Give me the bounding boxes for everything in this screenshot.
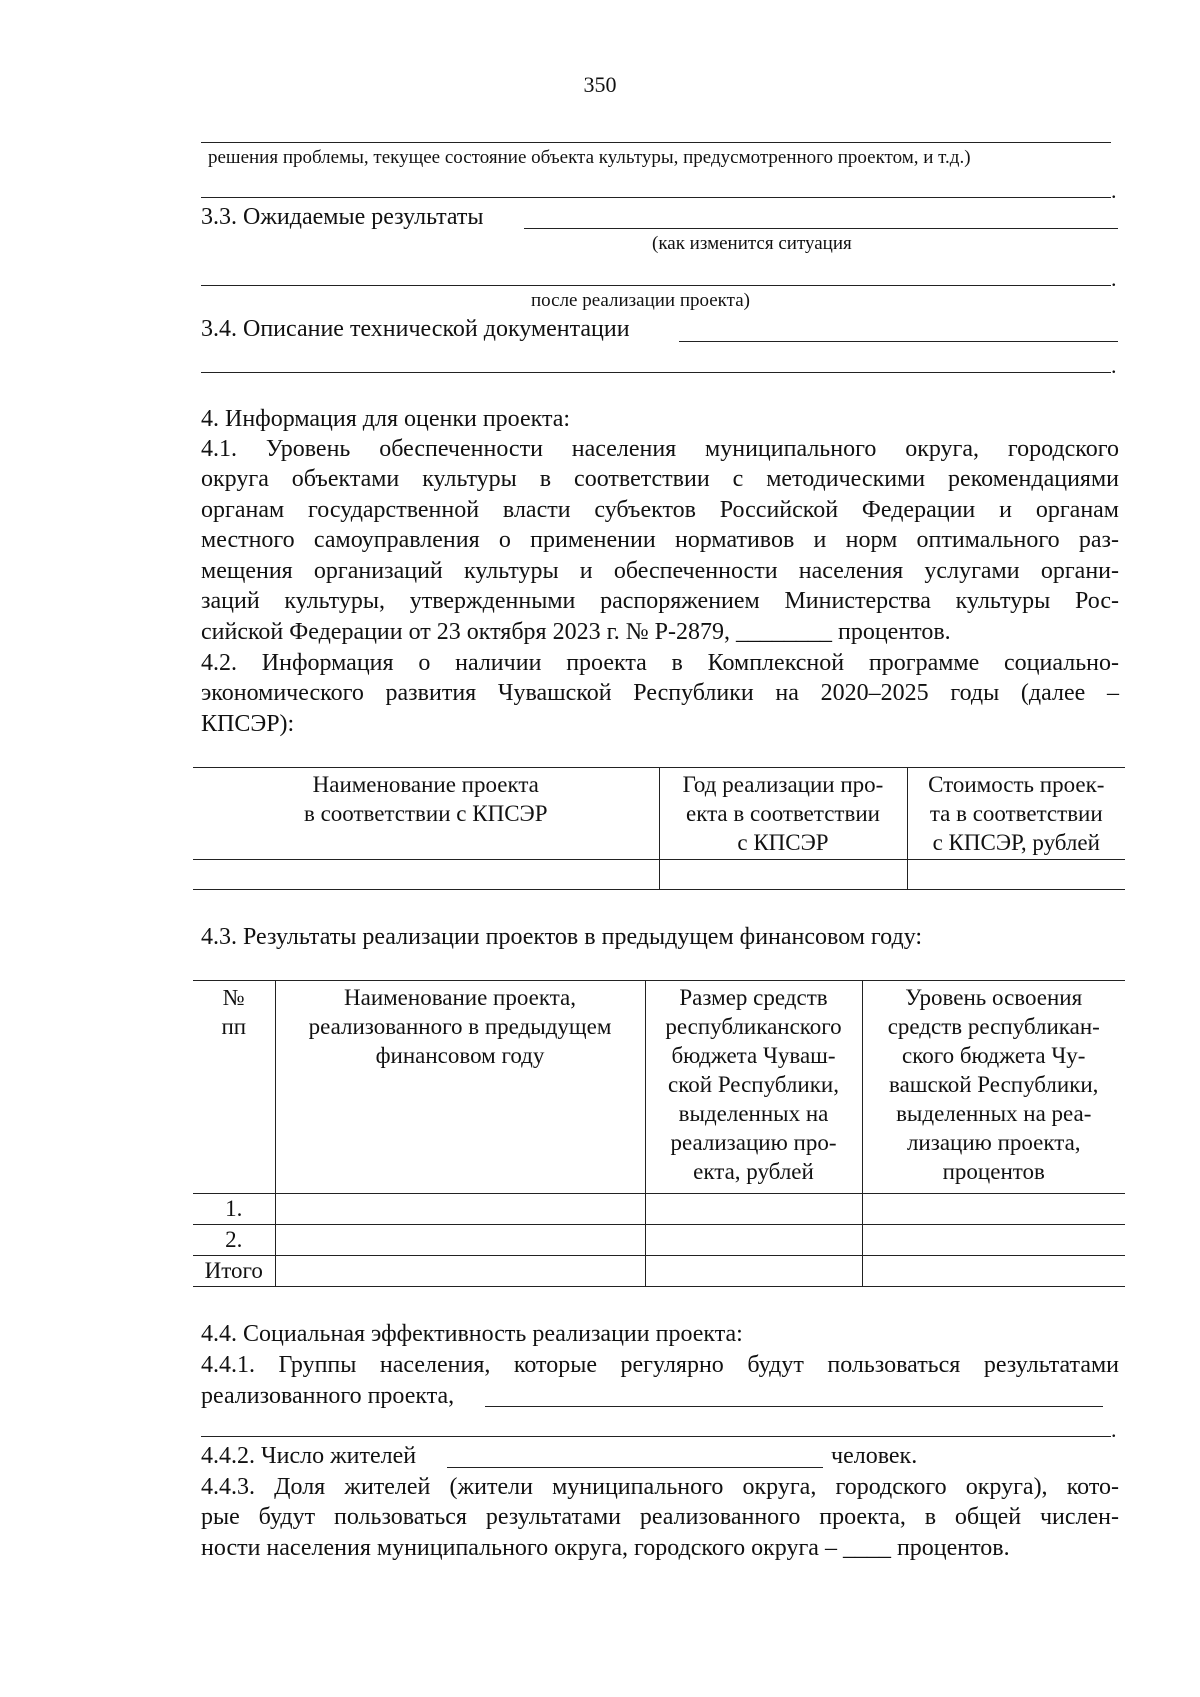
table-cell[interactable] (645, 1256, 862, 1287)
table-cell[interactable] (659, 860, 907, 890)
fill-line[interactable] (201, 285, 1111, 286)
text-line: реализованного проекта, (201, 1383, 455, 1409)
kpser-col-project: Наименование проекта в соответствии с КПСЭР (193, 768, 659, 860)
table-cell[interactable] (193, 860, 659, 890)
kpser-col-cost: Стоимость проек- та в соответствии с КПСЭР, рублей (907, 768, 1125, 860)
page-number: 350 (583, 72, 617, 97)
table-row-total (193, 1256, 1125, 1287)
results-col-number: № пп (193, 981, 275, 1194)
residents-count-label: 4.4.2. Число жителей (201, 1443, 417, 1469)
row-number: 2. (193, 1225, 275, 1256)
text-line: мещения организаций культуры и обеспеченности населения услугами органи- (201, 558, 1119, 584)
fill-line[interactable] (201, 372, 1111, 373)
table-cell[interactable] (275, 1194, 645, 1225)
row-number: 1. (193, 1194, 275, 1225)
fill-line[interactable] (201, 197, 1111, 198)
table-cell[interactable] (645, 1194, 862, 1225)
kpser-table (193, 767, 1125, 890)
results-table (193, 980, 1125, 1287)
table-cell[interactable] (275, 1225, 645, 1256)
section-4-3-label: 4.3. Результаты реализации проектов в предыдущем финансовом году: (201, 924, 923, 950)
table-cell[interactable] (862, 1194, 1125, 1225)
table-cell[interactable] (862, 1225, 1125, 1256)
text-line: органам государственной власти субъектов Российской Федерации и органам (201, 497, 1119, 523)
section-4-4-heading: 4.4. Социальная эффективность реализации проекта: (201, 1321, 743, 1347)
text-line: 4.4.1. Группы населения, которые регулярно будут пользоваться результатами (201, 1352, 1119, 1378)
line-end-dot: . (1111, 266, 1117, 291)
line-end-dot: . (1111, 353, 1117, 378)
text-line: ности населения муниципального округа, городского округа – ____ процентов. (201, 1535, 1010, 1561)
table-row (193, 1225, 1125, 1256)
section-4-heading: 4. Информация для оценки проекта: (201, 406, 571, 432)
fill-line[interactable] (201, 1436, 1111, 1437)
text-line: 4.1. Уровень обеспеченности населения муниципального округа, городского (201, 436, 1119, 462)
kpser-col-year: Год реализации про- екта в соответствии с КПСЭР (659, 768, 907, 860)
text-line: сийской Федерации от 23 октября 2023 г. № Р-2879, ________ процентов. (201, 619, 951, 645)
line-end-dot: . (1111, 178, 1117, 203)
text-line: округа объектами культуры в соответствии с методическими рекомендациями (201, 466, 1119, 492)
section-3-4-label: 3.4. Описание технической документации (201, 316, 630, 342)
table-cell[interactable] (862, 1256, 1125, 1287)
population-groups-input[interactable] (485, 1406, 1103, 1407)
text-line: 4.2. Информация о наличии проекта в Комплексной программе социально- (201, 650, 1119, 676)
top-note: решения проблемы, текущее состояние объекта культуры, предусмотренного проектом, и т.д.) (208, 147, 971, 168)
results-col-level: Уровень освоения средств республикан- ского бюджета Чу- вашской Республики, выделенных на реа- лизацию проекта, процентов (862, 981, 1125, 1194)
residents-count-unit: человек. (831, 1443, 918, 1469)
results-col-funds: Размер средств республиканского бюджета Чуваш- ской Республики, выделенных на реализацию про- екта, рублей (645, 981, 862, 1194)
table-cell[interactable] (645, 1225, 862, 1256)
text-line: экономического развития Чувашской Республики на 2020–2025 годы (далее – (201, 680, 1119, 706)
table-cell[interactable] (275, 1256, 645, 1287)
text-line: КПСЭР): (201, 711, 295, 737)
text-line: 4.4.3. Доля жителей (жители муниципального округа, городского округа), кото- (201, 1474, 1119, 1500)
tech-doc-input[interactable] (679, 341, 1118, 342)
table-cell[interactable] (907, 860, 1125, 890)
hint-text: (как изменится ситуация (652, 233, 852, 254)
table-row (193, 1194, 1125, 1225)
line-end-dot: . (1111, 1417, 1117, 1442)
text-line: заций культуры, утвержденными распоряжением Министерства культуры Рос- (201, 588, 1119, 614)
section-3-3-label: 3.3. Ожидаемые результаты (201, 204, 484, 230)
expected-results-input[interactable] (524, 228, 1118, 229)
text-line: местного самоуправления о применении нормативов и норм оптимального раз- (201, 527, 1119, 553)
residents-count-input[interactable] (447, 1467, 823, 1468)
divider-line (201, 142, 1111, 143)
row-total-label: Итого (193, 1256, 275, 1287)
hint-text: после реализации проекта) (531, 290, 750, 311)
text-line: рые будут пользоваться результатами реализованного проекта, в общей числен- (201, 1504, 1119, 1530)
results-col-project: Наименование проекта, реализованного в предыдущем финансовом году (275, 981, 645, 1194)
